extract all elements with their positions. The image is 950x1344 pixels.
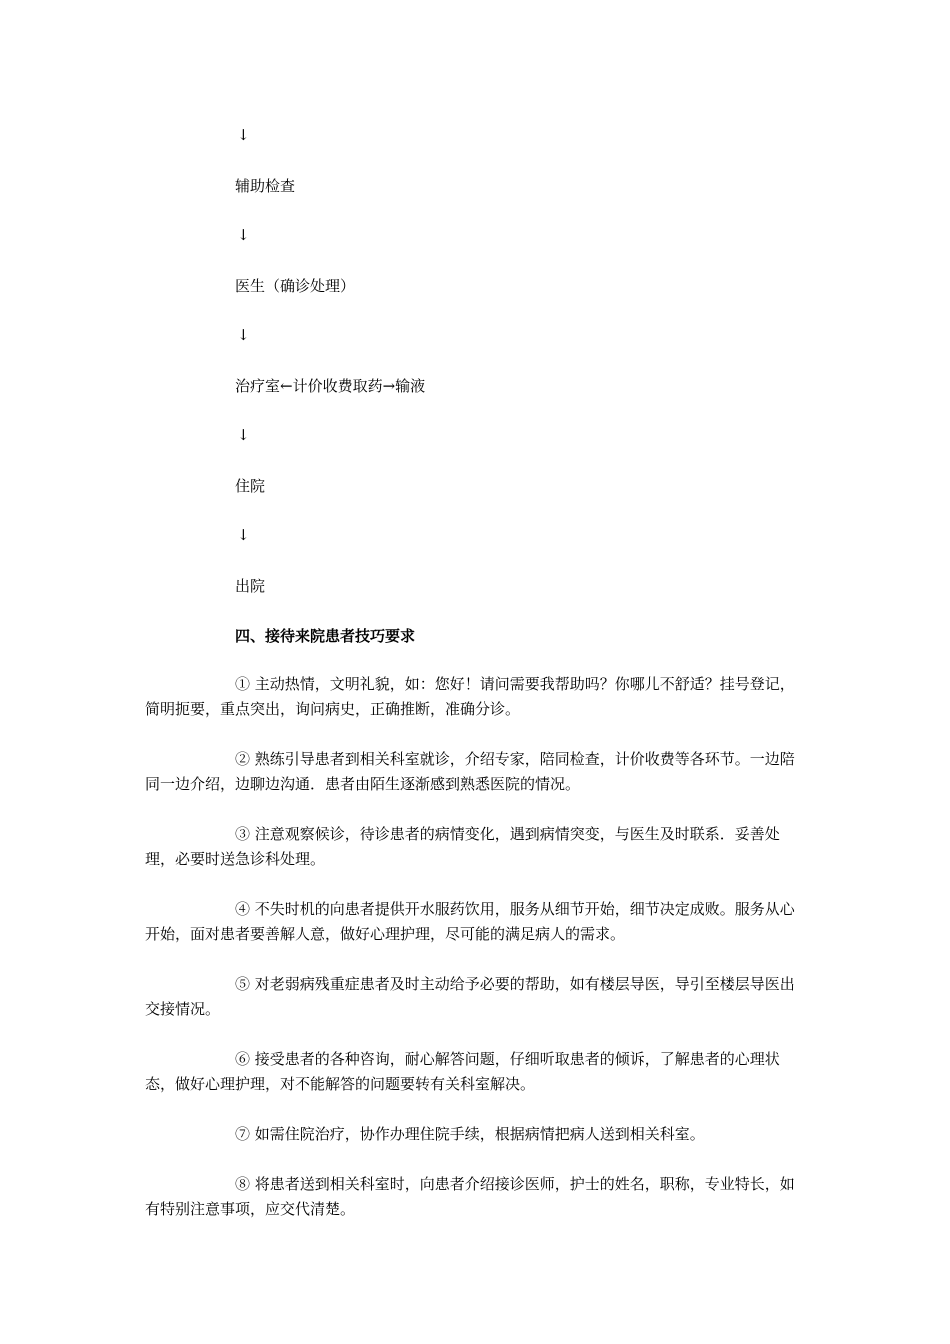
requirement-item-1: ① 主动热情，文明礼貌，如：您好！请问需要我帮助吗？你哪儿不舒适？挂号登记，简明扼要，重点突出，询问病史，正确推断，准确分诊。 (145, 675, 795, 718)
requirement-item-3: ③ 注意观察候诊，待诊患者的病情变化，遇到病情突变，与医生及时联系．妥善处理，必要时送急诊科处理。 (145, 825, 780, 868)
flow-step-discharge: 出院 (235, 577, 266, 595)
flow-arrow-down: ↓ (237, 126, 250, 144)
flow-step-auxiliary-exam: 辅助检查 (235, 177, 296, 195)
requirement-item-6: ⑥ 接受患者的各种咨询，耐心解答问题，仔细听取患者的倾诉，了解患者的心理状态，做好心理护理，对不能解答的问题要转有关科室解决。 (145, 1050, 780, 1093)
flow-step-treatment-room: 治疗室←计价收费取药→输液 (235, 377, 426, 395)
flow-step-hospitalization: 住院 (235, 477, 266, 495)
requirement-item-5: ⑤ 对老弱病残重症患者及时主动给予必要的帮助，如有楼层导医，导引至楼层导医出交接情况。 (145, 975, 795, 1018)
requirement-item-8: ⑧ 将患者送到相关科室时，向患者介绍接诊医师，护士的姓名，职称，专业特长，如有特别注意事项，应交代清楚。 (145, 1175, 795, 1218)
flow-arrow-down: ↓ (237, 526, 250, 544)
flow-arrow-down: ↓ (237, 326, 250, 344)
flow-arrow-down: ↓ (237, 426, 250, 444)
flow-step-doctor: 医生（确诊处理） (235, 277, 356, 295)
requirement-item-2: ② 熟练引导患者到相关科室就诊，介绍专家，陪同检查，计价收费等各环节。一边陪同一边介绍，边聊边沟通．患者由陌生逐渐感到熟悉医院的情况。 (145, 750, 795, 793)
flow-arrow-down: ↓ (237, 226, 250, 244)
section-heading: 四、接待来院患者技巧要求 (235, 627, 416, 645)
requirement-item-4: ④ 不失时机的向患者提供开水服药饮用，服务从细节开始，细节决定成败。服务从心开始，面对患者要善解人意，做好心理护理，尽可能的满足病人的需求。 (145, 900, 795, 943)
requirement-item-7: ⑦ 如需住院治疗，协作办理住院手续，根据病情把病人送到相关科室。 (235, 1125, 705, 1143)
